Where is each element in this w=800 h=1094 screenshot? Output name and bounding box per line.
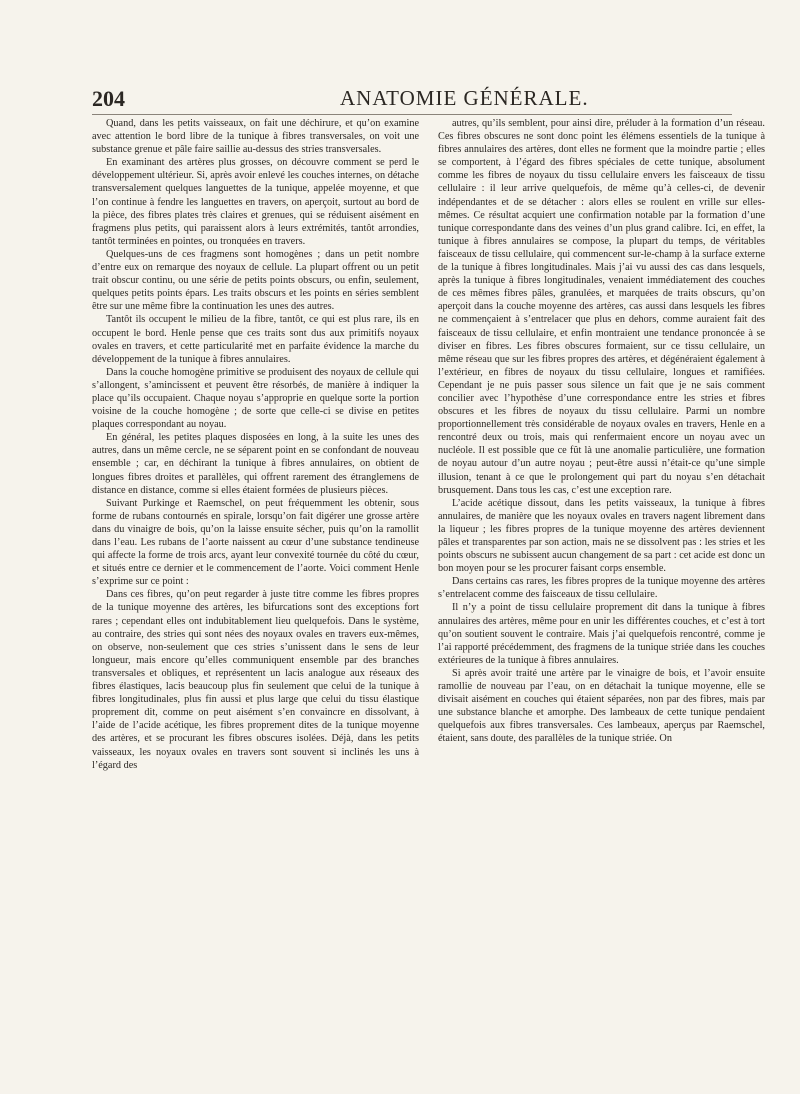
page-number: 204	[92, 86, 125, 111]
paragraph: L’acide acétique dissout, dans les petits vaisseaux, la tunique à fibres annulaires, de manière que les noyaux ovales en travers nagent librement dans la liqueur ; les fibres propres de la tunique moyenne des artères deviennent pâles et transparentes par son action, mais ne se dissolvent pas : les stries et les points obscurs ne subissent aucun changement de sa part : cet acide est donc un bon moyen pour se les procurer faisant corps ensemble.	[438, 497, 765, 575]
paragraph: En examinant des artères plus grosses, on découvre comment se perd le développement ultérieur. Si, après avoir enlevé les couches internes, on détache transversalement quelques languettes de la tunique, appelée moyenne, et que l’on continue à fendre les languettes en travers, on aperçoit, surtout au bord de la pièce, des fibres plates très claires et grenues, qui se réduisent aisément en fragmens plus petits, qui paraissent alors à leurs extrémités, tantôt arrondies, tantôt terminées en pointes, ou tronquées en travers.	[92, 157, 419, 247]
paragraph: Dans certains cas rares, les fibres propres de la tunique moyenne des artères s’entrelacent comme des faisceaux de tissu cellulaire.	[438, 576, 765, 601]
running-head: ANATOMIE GÉNÉRALE.	[340, 86, 589, 110]
page-header	[92, 86, 732, 115]
paragraph: Dans la couche homogène primitive se produisent des noyaux de cellule qui s’allongent, s’amincissent et peuvent être résorbés, de manière à indiquer la place qu’ils occupaient. Chaque noyau s’approprie en quelque sorte la portion voisine de la couche homogène ; de sorte que celle-ci se divise en petites plaques correspondant au noyau.	[92, 366, 419, 431]
paragraph: Quelques-uns de ces fragmens sont homogènes ; dans un petit nombre d’entre eux on remarque des noyaux de cellule. La plupart offrent ou un petit trait obscur continu, ou une série de petits points obscurs, ou enfin, seulement, quelques petits points épars. Les traits obscurs et les points en séries semblent être sur une même fibre la continuation les unes des autres.	[92, 248, 419, 313]
right-column	[438, 117, 765, 746]
paragraph: autres, qu’ils semblent, pour ainsi dire, préluder à la formation d’un réseau. Ces fibres obscures ne sont donc point les élémens essentiels de la tunique à fibres annulaires des artères, dont elles ne forment que la moindre partie ; elles se comportent, à l’égard des fibres spéciales de cette tunique, absolument comme les fibres de noyaux du tissu cellulaire envers les faisceaux de tissu cellulaire : il leur arrive quelquefois, de même qu’à celles-ci, de devenir indépendantes et de se détacher : alors elles se roulent en vrille sur elles-mêmes. Ce résultat acquiert une confirmation notable par la formation d’une tunique correspondante dans des veines d’un plus grand calibre. Ici, en effet, la tunique à fibres annulaires se compose, la plupart du temps, de véritables faisceaux de tissu cellulaire, qui commencent sur-le-champ à la surface externe de la tunique à fibres longitudinales. Mais j’ai vu aussi des cas dans lesquels, après la tunique à fibres longitudinales, venaient immédiatement des couches de ces mêmes fibres pâles, granulées, et marquées de traits obscurs, qu’on aperçoit dans la couche moyenne des artères, cas aussi dans lesquels les fibres ne commençaient à s’entrelacer que plus en dehors, comme auraient fait des faisceaux de tissu cellulaire, et enfin montraient une tendance prononcée à se diviser en fibres. Les fibres obscures formaient, sur ce tissu cellulaire, un même réseau que sur les fibres propres des artères, et dégénéraient également à l’extérieur, en fibres de noyaux du tissu cellulaire, longues et ramifiées. Cependant je ne puis passer sous silence un fait que je ne sais comment concilier avec l’hypothèse d’une correspondance entre les stries et fibres obscures et les fibres de noyaux du tissu cellulaire. Parmi un nombre proportionnellement très considérable de noyaux ovales en travers, Henle en a rencontré deux ou trois, mais qui renfermaient encore un noyau avec un nucléole. Il est possible que ce fût là une anomalie particulière, une formation de noyau autour d’un autre noyau ; peut-être aussi n’était-ce qu’une simple illusion, tenant à ce que le prolongement qui part du noyau s’en détachait brusquement. Dans tous les cas, c’est une exception rare.	[438, 118, 765, 496]
paragraph: Suivant Purkinge et Raemschel, on peut fréquemment les obtenir, sous forme de rubans contournés en spirale, lorsqu’on fait digérer une grosse artère dans du vinaigre de bois, qu’on la laisse ensuite sécher, puis qu’on la ramollit dans l’eau. Les rubans de l’aorte naissent au cœur d’une substance tendineuse qui affecte la forme de trois arcs, ayant leur convexité tournée du côté du cœur, et situés entre ce dernier et le commencement de l’aorte. Voici comment Henle s’exprime sur ce point :	[92, 497, 419, 588]
paragraph: Si après avoir traité une artère par le vinaigre de bois, et l’avoir ensuite ramollie de nouveau par l’eau, on en détachait la tunique moyenne, elle se divisait aisément en couches qui étaient séparées, non par des fibres, mais par une substance blanche et amorphe. Des lambeaux de cette tunique pendaient quelquefois aux fibres transversales. Ces lambeaux, aperçus par Raemschel, étaient, sans doute, des parallèles de la tunique striée. On	[438, 667, 765, 745]
left-column	[92, 117, 419, 772]
paragraph: En général, les petites plaques disposées en long, à la suite les unes des autres, dans un même cercle, ne se séparent point en se confondant de nouveau ensemble ; car, en déchirant la tunique à fibres annulaires, on obtient de longues fibres droites et parallèles, qui offrent rarement des étranglemens de distance en distance, comme si elles étaient formées de plusieurs pièces.	[92, 432, 419, 496]
paragraph: Tantôt ils occupent le milieu de la fibre, tantôt, ce qui est plus rare, ils en occupent le bord. Henle pense que ces traits sont dus aux primitifs noyaux ovales en travers, et cette particularité met en parfaite évidence la marche du développement de la tunique à fibres annulaires.	[92, 314, 419, 365]
paragraph: Quand, dans les petits vaisseaux, on fait une déchirure, et qu’on examine avec attention le bord libre de la tunique à fibres transversales, on voit une substance grenue et pâle faire saillie au-dessus des stries transversales.	[92, 118, 419, 156]
paragraph: Dans ces fibres, qu’on peut regarder à juste titre comme les fibres propres de la tunique moyenne des artères, les bifurcations sont des exceptions fort rares ; cependant elles ont indubitablement lieu quelquefois. Dans le système, au contraire, des stries qui sont nées des noyaux ovales en travers eux-mêmes, on observe, non-seulement que ces stries s’unissent dans le sens de leur longueur, mais encore qu’elles communiquent ensemble par des branches transversales et obliques, et représentent un lacis analogue aux réseaux des fibres élastiques, lacis beaucoup plus fin seulement que celui de la tunique à fibres longitudinales, plus fin aussi et plus large que celui du tissu élastique proprement dit, comme on peut aisément s’en convaincre en dissolvant, à l’aide de l’acide acétique, les fibres proprement dites de la tunique moyenne des artères, et se procurant les fibres obscures isolées. Déjà, dans les petits vaisseaux, les noyaux ovales en travers sont souvent si inclinés les uns à l’égard des	[92, 589, 419, 771]
paragraph: Il n’y a point de tissu cellulaire proprement dit dans la tunique à fibres annulaires des artères, même pour en unir les différentes couches, et c’est à tort qu’on soutient souvent le contraire. Mais j’ai quelquefois rencontré, comme je l’ai rapporté précédemment, des fragmens de la tunique striée dans les couches extérieures de la tunique à fibres annulaires.	[438, 602, 765, 666]
